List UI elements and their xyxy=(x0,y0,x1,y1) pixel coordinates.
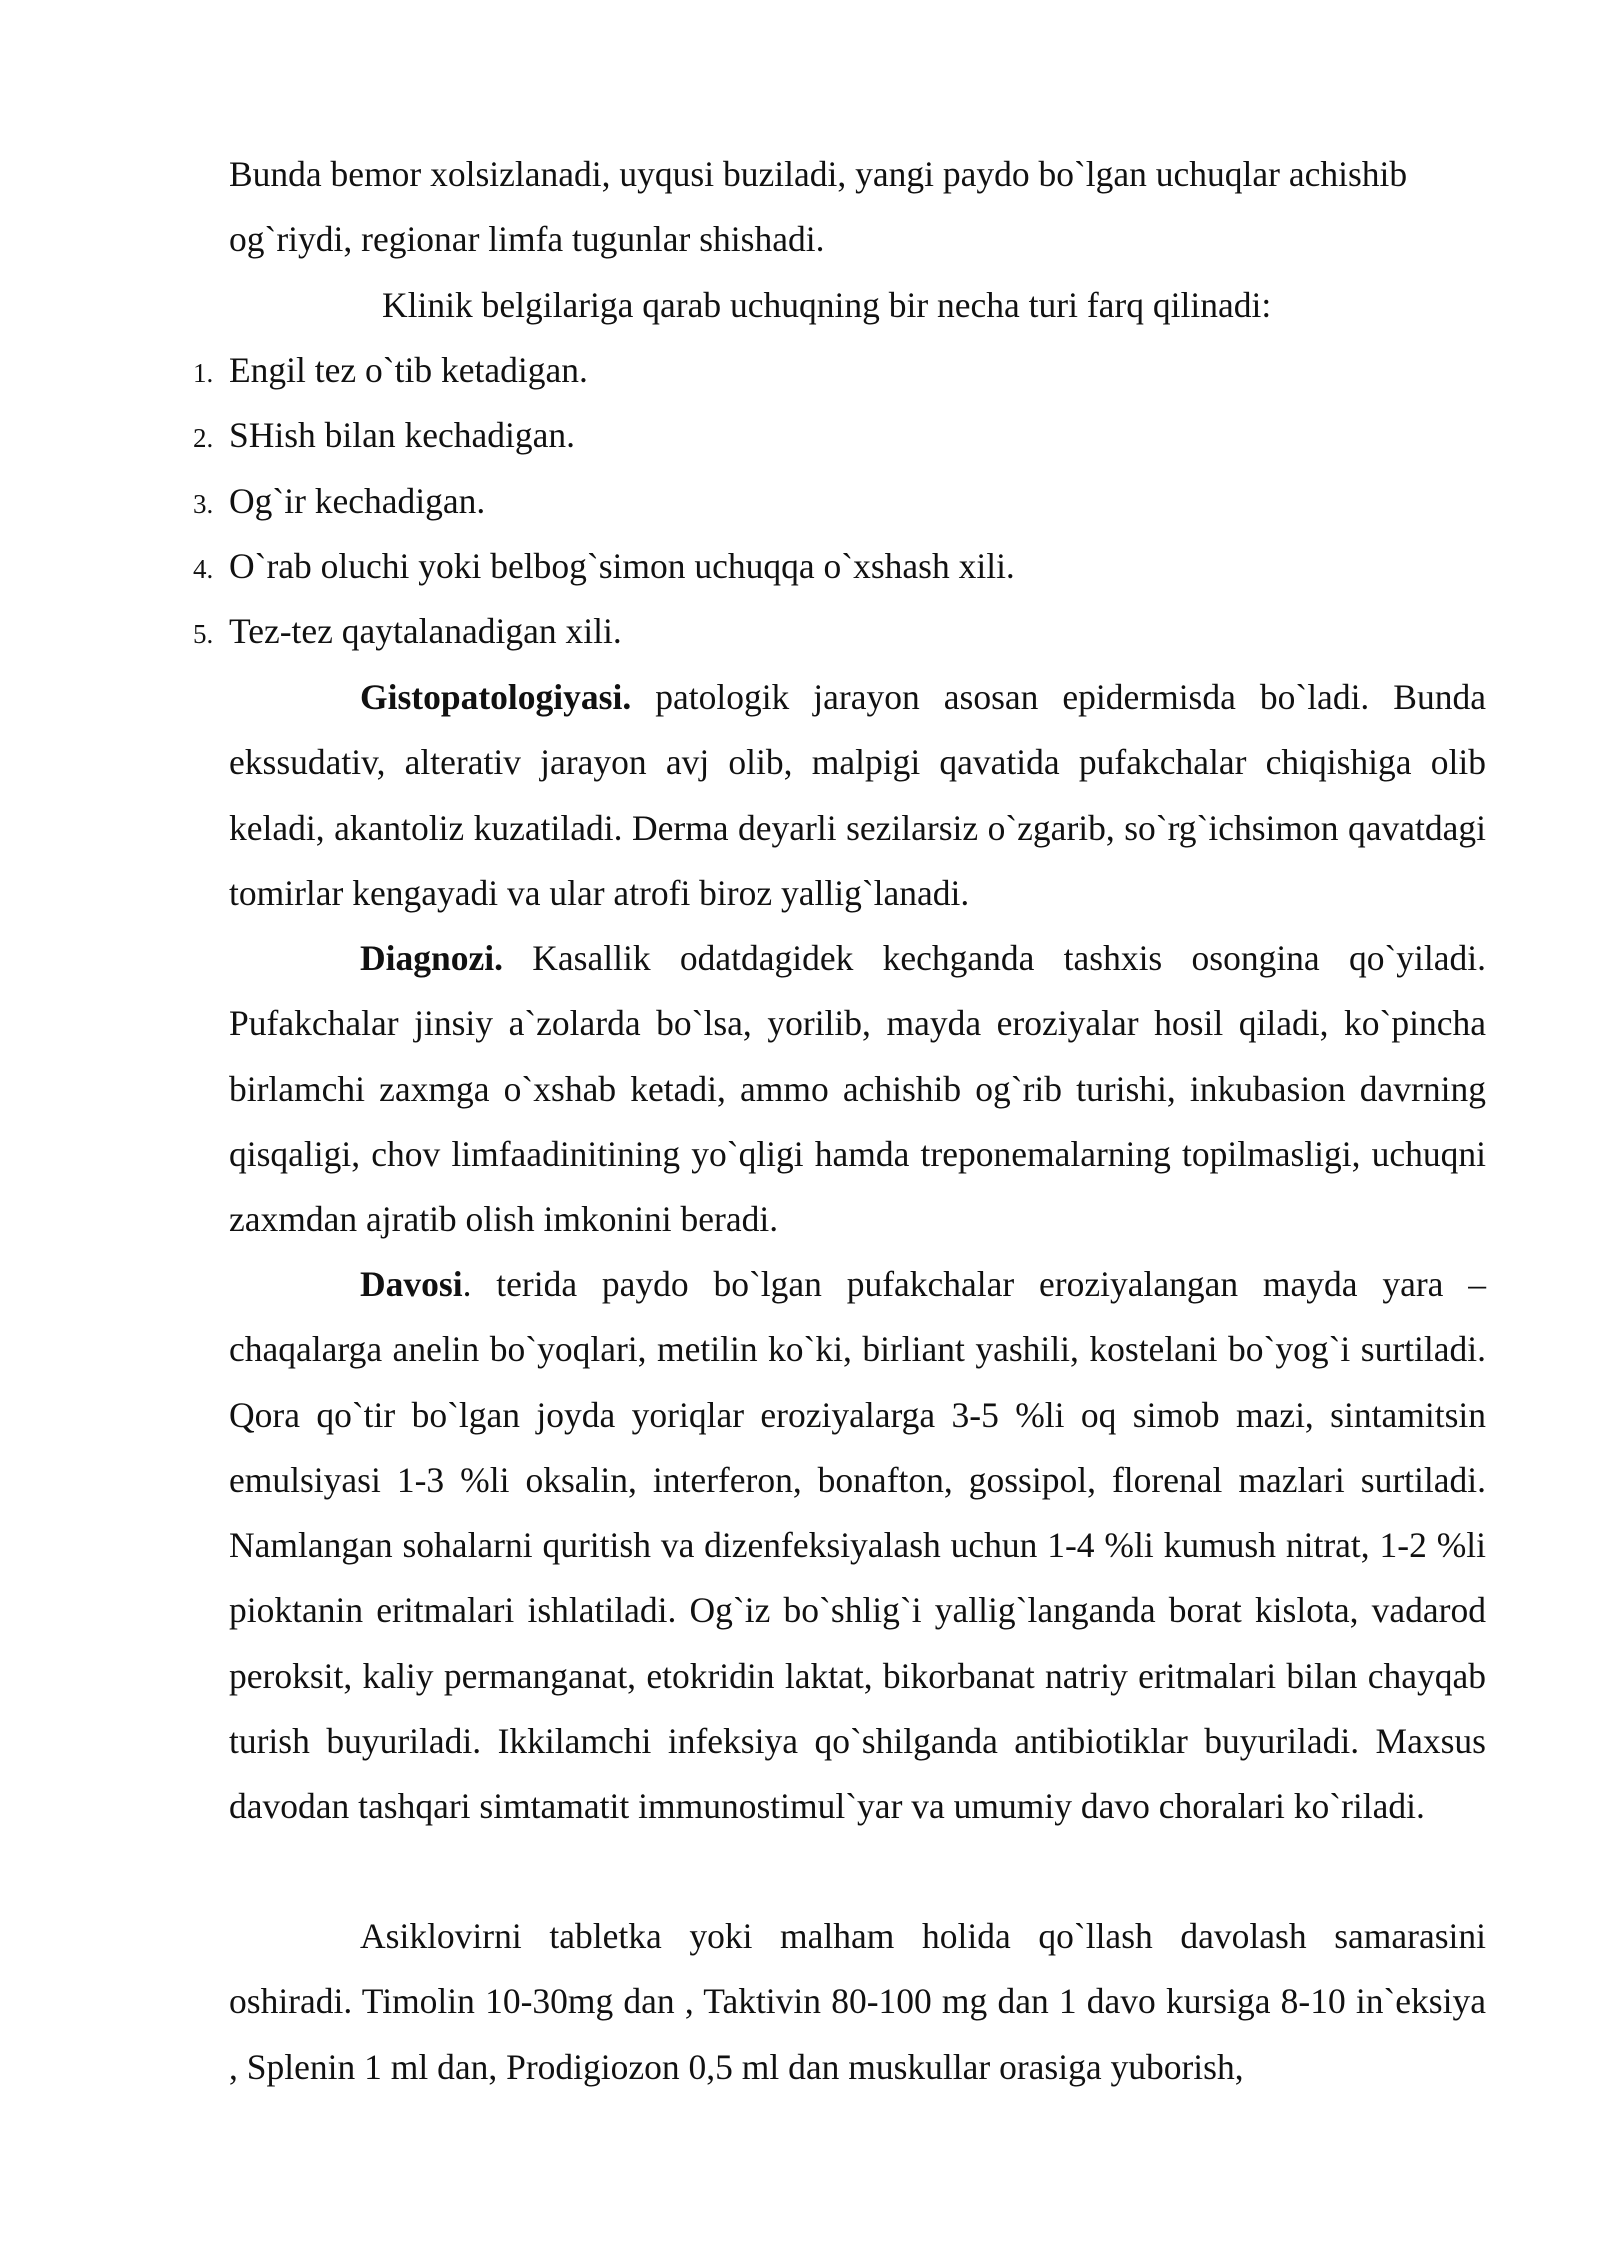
list-number: 2. xyxy=(193,423,214,453)
list-text: Og`ir kechadigan. xyxy=(229,481,486,521)
list-item xyxy=(193,469,1483,534)
classification-intro: Klinik belgilariga qarab uchuqning bir necha turi farq qilinadi: xyxy=(382,285,1272,325)
list-item xyxy=(193,338,1483,403)
list-item xyxy=(193,403,1483,468)
histopathology-heading: Gistopatologiyasi. xyxy=(360,677,632,717)
histopathology-text: patologik jarayon asosan epidermisda bo`ladi. Bunda ekssudativ, alterativ jarayon avj olib, malpigi qavatida pufakchalar chiqishiga olib keladi, akantoliz kuzatiladi. Derma deyarli sezilarsiz o`zgarib, so`rg`ichsimon qavatdagi tomirlar kengayadi va ular atrofi biroz yallig`lanadi. xyxy=(229,677,1486,913)
list-number: 4. xyxy=(193,554,214,584)
list-text: O`rab oluchi yoki belbog`simon uchuqqa o`xshash xili. xyxy=(229,546,1015,586)
list-number: 1. xyxy=(193,358,214,388)
treatment-text: . terida paydo bo`lgan pufakchalar eroziyalangan mayda yara – chaqalarga anelin bo`yoqlari, metilin ko`ki, birliant yashili, kostelani bo`yog`i surtiladi. Qora qo`tir bo`lgan joyda yoriqlar eroziyalarga 3-5 %li oq simob mazi, sintamitsin emulsiyasi 1-3 %li oksalin, interferon, bonafton, gossipol, florenal mazlari surtiladi. Namlangan sohalarni quritish va dizenfeksiyalash uchun 1-4 %li kumush nitrat, 1-2 %li pioktanin eritmalari ishlatiladi. Og`iz bo`shlig`i yallig`langanda borat kislota, vadarod peroksit, kaliy permanganat, etokridin laktat, bikorbanat natriy eritmalari bilan chayqab turish buyuriladi. Ikkilamchi infeksiya qo`shilganda antibiotiklar buyuriladi. Maxsus davodan tashqari simtamatit immunostimul`yar va umumiy davo choralari ko`riladi. xyxy=(229,1264,1486,1827)
list-text: SHish bilan kechadigan. xyxy=(229,415,576,455)
diagnosis-heading: Diagnozi. xyxy=(360,938,503,978)
list-text: Engil tez o`tib ketadigan. xyxy=(229,350,588,390)
final-paragraph: Asiklovirni tabletka yoki malham holida qo`llash davolash samarasini oshiradi. Timolin 10-30mg dan , Taktivin 80-100 mg dan 1 davo kursiga 8-10 in`eksiya , Splenin 1 ml dan, Prodigiozon 0,5 ml dan muskullar orasiga yuborish, xyxy=(229,1916,1486,2087)
list-text: Tez-tez qaytalanadigan xili. xyxy=(229,611,622,651)
intro-paragraph: Bunda bemor xolsizlanadi, uyqusi buziladi, yangi paydo bo`lgan uchuqlar achishib og`riydi, regionar limfa tugunlar shishadi. xyxy=(229,154,1408,260)
treatment-paragraph xyxy=(229,1252,1486,1840)
treatment-heading: Davosi xyxy=(360,1264,463,1304)
diagnosis-text: Kasallik odatdagidek kechganda tashxis osongina qo`yiladi. Pufakchalar jinsiy a`zolarda bo`lsa, yorilib, mayda eroziyalar hosil qiladi, ko`pincha birlamchi zaxmga o`xshab ketadi, ammo achishib og`rib turishi, inkubasion davrning qisqaligi, chov limfaadinitining yo`qligi hamda treponemalarning topilmasligi, uchuqni zaxmdan ajratib olish imkonini beradi. xyxy=(229,938,1486,1240)
list-number: 5. xyxy=(193,619,214,649)
list-item xyxy=(193,534,1483,599)
list-item xyxy=(193,599,1483,664)
list-number: 3. xyxy=(193,489,214,519)
diagnosis-paragraph xyxy=(229,926,1486,1252)
histopathology-paragraph xyxy=(229,665,1486,926)
